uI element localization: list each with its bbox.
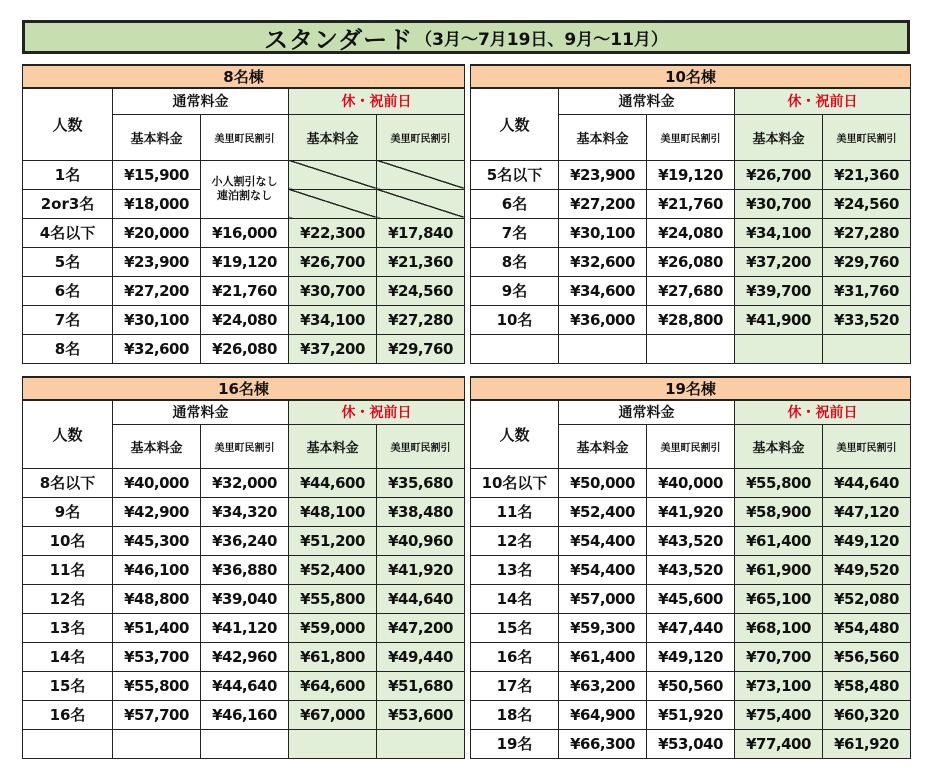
price-cell-kihon: ¥32,600 [559,247,647,276]
table-row [471,468,911,497]
price-cell-kihon: ¥23,900 [113,247,201,276]
table-row [471,276,911,305]
price-cell-kihon: ¥34,600 [559,276,647,305]
not-applicable-cell [289,160,377,189]
header-mirisato: 美里町民割引 [647,114,735,160]
table-row [471,497,911,526]
price-cell-kihon-holiday: ¥67,000 [289,700,377,729]
price-cell-mirisato-holiday: ¥31,760 [823,276,911,305]
header-mirisato-holiday: 美里町民割引 [377,424,465,468]
price-cell-mirisato-holiday: ¥35,680 [377,468,465,497]
header-mirisato-holiday: 美里町民割引 [823,424,911,468]
header-tsujo: 通常料金 [559,88,735,114]
price-cell-kihon-holiday: ¥37,200 [289,334,377,363]
guest-count-cell: 19名 [471,729,559,758]
guest-count-cell: 1名 [23,160,113,189]
price-cell-mirisato-holiday: ¥40,960 [377,526,465,555]
price-cell-kihon-holiday: ¥61,800 [289,642,377,671]
guest-count-cell: 7名 [23,305,113,334]
table-row [471,305,911,334]
price-cell-kihon [559,334,647,363]
price-cell-kihon-holiday: ¥65,100 [735,584,823,613]
table-row [471,671,911,700]
price-cell-kihon: ¥52,400 [559,497,647,526]
price-cell-mirisato-holiday: ¥53,600 [377,700,465,729]
price-cell-kihon [113,729,201,758]
page-subtitle: （3月～7月19日、9月～11月） [415,29,668,50]
price-cell-kihon: ¥61,400 [559,642,647,671]
table-row [471,334,911,363]
price-cell-kihon: ¥54,400 [559,526,647,555]
price-cell-kihon: ¥30,100 [559,218,647,247]
price-cell-mirisato: ¥50,560 [647,671,735,700]
header-kihon: 基本料金 [559,114,647,160]
price-cell-kihon: ¥30,100 [113,305,201,334]
guest-count-cell: 2or3名 [23,189,113,218]
price-cell-kihon: ¥27,200 [113,276,201,305]
table-row [471,642,911,671]
guest-count-cell: 6名 [471,189,559,218]
table-row [471,584,911,613]
table-row [23,497,465,526]
guest-count-cell [471,334,559,363]
table-row [471,555,911,584]
price-cell-mirisato: ¥32,000 [201,468,289,497]
header-kyujitsu: 休・祝前日 [289,400,465,424]
guest-count-cell: 16名 [471,642,559,671]
table-row [23,526,465,555]
price-cell-kihon-holiday: ¥68,100 [735,613,823,642]
header-ninzu: 人数 [23,400,113,468]
price-cell-kihon: ¥63,200 [559,671,647,700]
header-ninzu: 人数 [23,88,113,160]
guest-count-cell: 14名 [471,584,559,613]
price-cell-mirisato-holiday: ¥27,280 [823,218,911,247]
table-row [23,305,465,334]
price-cell-mirisato [647,334,735,363]
price-cell-kihon-holiday: ¥55,800 [735,468,823,497]
price-cell-kihon-holiday: ¥59,000 [289,613,377,642]
price-cell-mirisato: ¥44,640 [201,671,289,700]
price-cell-mirisato-holiday: ¥49,520 [823,555,911,584]
price-cell-kihon-holiday: ¥52,400 [289,555,377,584]
page-title: スタンダード [264,25,414,54]
header-kihon-holiday: 基本料金 [735,424,823,468]
price-cell-kihon-holiday: ¥44,600 [289,468,377,497]
price-cell-mirisato: ¥53,040 [647,729,735,758]
price-cell-kihon: ¥48,800 [113,584,201,613]
price-cell-kihon-holiday [289,729,377,758]
table-row [23,671,465,700]
header-mirisato: 美里町民割引 [201,424,289,468]
price-cell-kihon-holiday: ¥77,400 [735,729,823,758]
price-cell-kihon: ¥27,200 [559,189,647,218]
guest-count-cell: 15名 [471,613,559,642]
price-cell-mirisato-holiday: ¥38,480 [377,497,465,526]
price-cell-kihon: ¥54,400 [559,555,647,584]
price-cell-mirisato-holiday: ¥56,560 [823,642,911,671]
guest-count-cell: 5名 [23,247,113,276]
price-cell-kihon: ¥53,700 [113,642,201,671]
price-cell-kihon-holiday: ¥61,400 [735,526,823,555]
table-row [471,160,911,189]
price-cell-mirisato: ¥49,120 [647,642,735,671]
header-kyujitsu: 休・祝前日 [735,88,911,114]
price-cell-mirisato: ¥51,920 [647,700,735,729]
price-cell-kihon: ¥18,000 [113,189,201,218]
table-row [23,334,465,363]
guest-count-cell: 9名 [23,497,113,526]
header-ninzu: 人数 [471,400,559,468]
header-mirisato: 美里町民割引 [647,424,735,468]
price-cell-mirisato-holiday: ¥29,760 [377,334,465,363]
header-tsujo: 通常料金 [113,88,289,114]
table-row [23,276,465,305]
price-table-10 [470,64,911,364]
price-cell-mirisato: ¥40,000 [647,468,735,497]
guest-count-cell: 8名 [471,247,559,276]
guest-count-cell: 11名 [23,555,113,584]
price-cell-mirisato: ¥47,440 [647,613,735,642]
header-ninzu: 人数 [471,88,559,160]
price-cell-kihon-holiday: ¥22,300 [289,218,377,247]
price-cell-mirisato-holiday: ¥29,760 [823,247,911,276]
price-cell-mirisato-holiday: ¥54,480 [823,613,911,642]
price-cell-mirisato-holiday: ¥24,560 [377,276,465,305]
price-cell-kihon-holiday: ¥70,700 [735,642,823,671]
header-kihon: 基本料金 [113,114,201,160]
table-row [23,729,465,758]
price-cell-mirisato: ¥46,160 [201,700,289,729]
table-row [23,700,465,729]
price-cell-mirisato: ¥39,040 [201,584,289,613]
price-cell-mirisato: ¥19,120 [647,160,735,189]
price-cell-mirisato-holiday: ¥21,360 [377,247,465,276]
guest-count-cell: 8名 [23,334,113,363]
price-cell-kihon: ¥32,600 [113,334,201,363]
guest-count-cell: 6名 [23,276,113,305]
guest-count-cell: 13名 [23,613,113,642]
price-cell-mirisato: ¥34,320 [201,497,289,526]
table-row [471,729,911,758]
price-cell-kihon: ¥46,100 [113,555,201,584]
table-row [471,189,911,218]
table-row [471,247,911,276]
not-applicable-cell [377,160,465,189]
price-cell-kihon: ¥50,000 [559,468,647,497]
price-cell-mirisato-holiday: ¥49,440 [377,642,465,671]
price-cell-mirisato: ¥36,880 [201,555,289,584]
table-row [23,584,465,613]
guest-count-cell [23,729,113,758]
header-mirisato-holiday: 美里町民割引 [377,114,465,160]
price-cell-mirisato-holiday: ¥58,480 [823,671,911,700]
price-cell-kihon-holiday: ¥26,700 [289,247,377,276]
price-cell-mirisato-holiday: ¥47,200 [377,613,465,642]
price-table-8 [22,64,465,364]
price-cell-kihon-holiday: ¥30,700 [735,189,823,218]
price-cell-mirisato-holiday: ¥17,840 [377,218,465,247]
guest-count-cell: 15名 [23,671,113,700]
price-cell-mirisato-holiday: ¥51,680 [377,671,465,700]
price-cell-kihon-holiday: ¥48,100 [289,497,377,526]
price-cell-mirisato-holiday [823,334,911,363]
table-row [23,468,465,497]
header-kihon: 基本料金 [113,424,201,468]
guest-count-cell: 13名 [471,555,559,584]
price-cell-kihon: ¥42,900 [113,497,201,526]
price-cell-kihon: ¥40,000 [113,468,201,497]
guest-count-cell: 12名 [471,526,559,555]
header-tsujo: 通常料金 [113,400,289,424]
price-cell-mirisato: ¥41,920 [647,497,735,526]
price-cell-mirisato: ¥36,240 [201,526,289,555]
price-cell-mirisato-holiday: ¥52,080 [823,584,911,613]
guest-count-cell: 9名 [471,276,559,305]
section-title-19: 19名棟 [471,377,911,400]
price-cell-kihon-holiday: ¥34,100 [735,218,823,247]
price-cell-mirisato: ¥24,080 [201,305,289,334]
price-cell-kihon: ¥55,800 [113,671,201,700]
guest-count-cell: 5名以下 [471,160,559,189]
price-cell-mirisato-holiday: ¥27,280 [377,305,465,334]
guest-count-cell: 16名 [23,700,113,729]
section-title-10: 10名棟 [471,65,911,88]
price-cell-mirisato-holiday: ¥49,120 [823,526,911,555]
price-cell-mirisato: ¥26,080 [647,247,735,276]
header-kihon: 基本料金 [559,424,647,468]
header-kyujitsu: 休・祝前日 [735,400,911,424]
price-cell-kihon: ¥66,300 [559,729,647,758]
guest-count-cell: 8名以下 [23,468,113,497]
section-title-8: 8名棟 [23,65,465,88]
table-row [471,700,911,729]
price-cell-mirisato: ¥42,960 [201,642,289,671]
price-cell-mirisato: ¥26,080 [201,334,289,363]
note-cell: 小人割引なし 連泊割なし [201,160,289,218]
price-cell-kihon: ¥59,300 [559,613,647,642]
header-kihon-holiday: 基本料金 [735,114,823,160]
table-row [471,526,911,555]
header-kihon-holiday: 基本料金 [289,114,377,160]
price-cell-mirisato: ¥16,000 [201,218,289,247]
guest-count-cell: 10名 [23,526,113,555]
price-cell-mirisato: ¥43,520 [647,526,735,555]
price-cell-mirisato-holiday: ¥33,520 [823,305,911,334]
header-mirisato-holiday: 美里町民割引 [823,114,911,160]
price-cell-mirisato-holiday: ¥47,120 [823,497,911,526]
guest-count-cell: 18名 [471,700,559,729]
price-cell-kihon-holiday: ¥39,700 [735,276,823,305]
price-cell-kihon-holiday [735,334,823,363]
guest-count-cell: 17名 [471,671,559,700]
not-applicable-cell [377,189,465,218]
price-cell-kihon: ¥57,700 [113,700,201,729]
page-title-bar [22,20,910,54]
table-row [23,555,465,584]
price-cell-mirisato: ¥21,760 [201,276,289,305]
price-cell-mirisato-holiday: ¥61,920 [823,729,911,758]
section-title-16: 16名棟 [23,377,465,400]
price-cell-kihon: ¥57,000 [559,584,647,613]
guest-count-cell: 4名以下 [23,218,113,247]
price-cell-kihon-holiday: ¥61,900 [735,555,823,584]
price-cell-kihon: ¥20,000 [113,218,201,247]
guest-count-cell: 7名 [471,218,559,247]
price-cell-mirisato-holiday: ¥44,640 [377,584,465,613]
price-cell-mirisato-holiday: ¥60,320 [823,700,911,729]
guest-count-cell: 12名 [23,584,113,613]
table-row [23,613,465,642]
price-cell-kihon-holiday: ¥55,800 [289,584,377,613]
price-cell-mirisato-holiday: ¥21,360 [823,160,911,189]
header-tsujo: 通常料金 [559,400,735,424]
price-cell-mirisato: ¥28,800 [647,305,735,334]
guest-count-cell: 10名以下 [471,468,559,497]
price-cell-kihon-holiday: ¥37,200 [735,247,823,276]
price-cell-kihon-holiday: ¥30,700 [289,276,377,305]
table-row [23,247,465,276]
header-mirisato: 美里町民割引 [201,114,289,160]
price-cell-mirisato-holiday: ¥24,560 [823,189,911,218]
table-row [23,160,465,189]
price-cell-kihon-holiday: ¥75,400 [735,700,823,729]
not-applicable-cell [289,189,377,218]
guest-count-cell: 11名 [471,497,559,526]
price-cell-mirisato: ¥45,600 [647,584,735,613]
price-cell-kihon-holiday: ¥34,100 [289,305,377,334]
price-cell-kihon: ¥36,000 [559,305,647,334]
price-cell-kihon-holiday: ¥41,900 [735,305,823,334]
price-cell-kihon-holiday: ¥64,600 [289,671,377,700]
price-cell-kihon: ¥15,900 [113,160,201,189]
price-cell-mirisato: ¥41,120 [201,613,289,642]
header-kyujitsu: 休・祝前日 [289,88,465,114]
price-cell-mirisato: ¥21,760 [647,189,735,218]
guest-count-cell: 10名 [471,305,559,334]
price-cell-mirisato-holiday: ¥41,920 [377,555,465,584]
header-kihon-holiday: 基本料金 [289,424,377,468]
table-row [471,613,911,642]
price-cell-kihon: ¥64,900 [559,700,647,729]
price-cell-kihon-holiday: ¥51,200 [289,526,377,555]
price-cell-mirisato-holiday [377,729,465,758]
price-cell-mirisato-holiday: ¥44,640 [823,468,911,497]
price-cell-kihon-holiday: ¥58,900 [735,497,823,526]
price-cell-kihon: ¥51,400 [113,613,201,642]
price-cell-kihon: ¥23,900 [559,160,647,189]
guest-count-cell: 14名 [23,642,113,671]
price-table-16 [22,376,465,759]
price-cell-mirisato: ¥19,120 [201,247,289,276]
price-cell-kihon: ¥45,300 [113,526,201,555]
table-row [23,218,465,247]
price-cell-kihon-holiday: ¥73,100 [735,671,823,700]
table-row [471,218,911,247]
price-table-19 [470,376,911,759]
price-cell-mirisato: ¥24,080 [647,218,735,247]
price-cell-kihon-holiday: ¥26,700 [735,160,823,189]
price-cell-mirisato [201,729,289,758]
price-cell-mirisato: ¥27,680 [647,276,735,305]
table-row [23,642,465,671]
price-cell-mirisato: ¥43,520 [647,555,735,584]
